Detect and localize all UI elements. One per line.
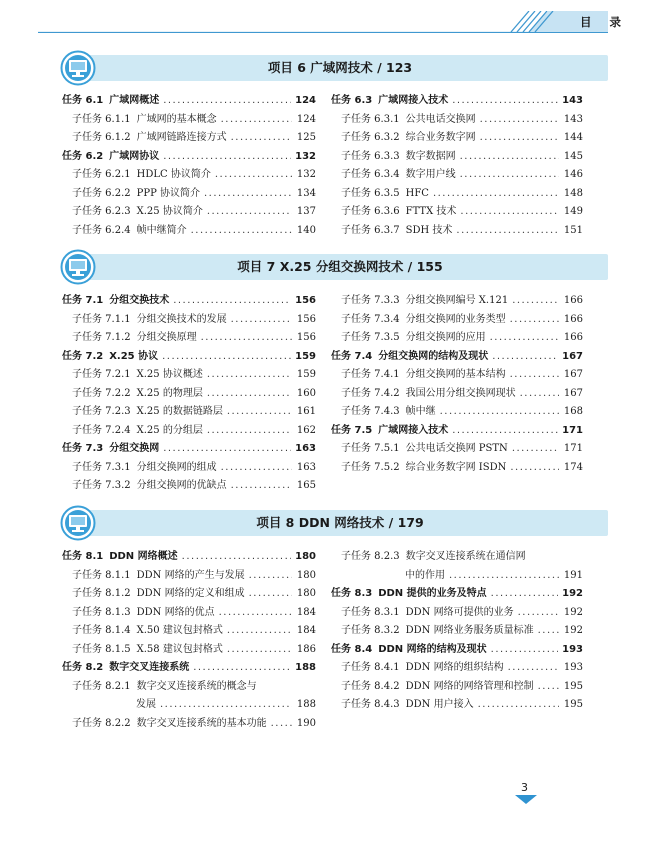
computer-icon — [60, 505, 96, 541]
entry-title: FTTX 技术 — [405, 206, 457, 217]
entry-title: 广域网的基本概念 — [136, 113, 217, 125]
entry-page-number: 166 — [563, 332, 583, 343]
toc-subtask-entry[interactable] — [331, 659, 583, 677]
entry-page-number: 163 — [296, 461, 316, 473]
entry-page-number: 171 — [563, 443, 583, 454]
entry-title: 帧中继简介 — [136, 224, 187, 236]
toc-task-entry[interactable] — [331, 641, 583, 659]
dot-leader — [538, 678, 559, 696]
toc-subtask-entry[interactable] — [331, 292, 583, 310]
entry-number: 子任务 6.2.1 — [72, 169, 131, 180]
entry-page-number: 174 — [563, 461, 583, 473]
entry-number: 子任务 8.3.1 — [341, 606, 400, 618]
entry-title: DDN 网络的组织结构 — [405, 662, 504, 673]
entry-title: 分组交换网的优缺点 — [136, 480, 227, 491]
toc-subtask-entry[interactable] — [62, 111, 316, 129]
project-title: 项目 8 DDN 网络技术 / 179 — [256, 515, 424, 530]
dot-leader — [460, 148, 559, 166]
entry-title: X.50 建议包封格式 — [136, 625, 223, 636]
toc-task-entry[interactable] — [62, 440, 316, 458]
entry-page-number: 162 — [296, 424, 316, 436]
entry-page-number: 190 — [296, 717, 316, 729]
toc-subtask-entry[interactable] — [331, 440, 583, 458]
entry-page-number: 148 — [563, 187, 583, 199]
dot-leader — [221, 111, 292, 129]
toc-subtask-entry[interactable] — [62, 567, 316, 585]
dot-leader — [193, 659, 291, 677]
entry-title: 综合业务数字网 — [405, 132, 476, 143]
entry-title: 数字交叉连接系统 — [109, 662, 190, 673]
entry-page-number: 193 — [562, 643, 583, 655]
entry-page-number: 159 — [296, 369, 316, 380]
toc-subtask-entry[interactable] — [62, 422, 316, 440]
entry-number: 子任务 7.4.3 — [341, 406, 400, 417]
dot-leader — [182, 548, 291, 566]
dot-leader — [508, 659, 559, 677]
dot-leader — [510, 311, 559, 329]
dot-leader — [460, 203, 559, 221]
toc-task-entry[interactable] — [331, 92, 583, 110]
dot-leader — [231, 311, 292, 329]
entry-number: 子任务 7.3.5 — [341, 332, 400, 343]
toc-subtask-entry[interactable] — [62, 585, 316, 603]
entry-number: 子任务 7.1.2 — [72, 332, 131, 343]
entry-title: 广域网链路连接方式 — [136, 132, 227, 143]
toc-subtask-entry[interactable] — [62, 329, 316, 347]
toc-subtask-entry[interactable] — [331, 696, 583, 714]
entry-number: 子任务 6.1.1 — [72, 113, 131, 125]
dot-leader — [201, 329, 292, 347]
entry-page-number: 188 — [295, 662, 316, 673]
dot-leader — [510, 366, 559, 384]
toc-subtask-entry[interactable] — [331, 548, 583, 566]
dot-leader — [231, 477, 292, 495]
project-7-banner — [60, 249, 608, 285]
entry-title: 广域网概述 — [109, 95, 160, 106]
toc-subtask-entry[interactable] — [331, 222, 583, 240]
toc-subtask-entry[interactable] — [331, 604, 583, 622]
dot-leader — [510, 459, 559, 477]
entry-page-number: 156 — [295, 295, 316, 306]
toc-subtask-entry[interactable] — [331, 403, 583, 421]
entry-number: 任务 7.1 — [62, 295, 104, 306]
entry-number: 子任务 7.1.1 — [72, 313, 131, 325]
dot-leader — [492, 348, 558, 366]
toc-subtask-entry[interactable] — [62, 641, 316, 659]
entry-title: 分组交换网的基本结构 — [405, 369, 506, 380]
entry-page-number: 180 — [296, 588, 316, 599]
entry-page-number: 160 — [296, 387, 316, 399]
entry-title: DDN 网络的网络管理和控制 — [405, 680, 534, 692]
entry-number: 子任务 7.4.2 — [341, 387, 400, 399]
computer-icon — [60, 50, 96, 86]
entry-number: 子任务 8.1.5 — [72, 643, 131, 655]
toc-subtask-entry[interactable] — [62, 403, 316, 421]
entry-title: DDN 网络业务服务质量标准 — [405, 625, 534, 636]
entry-number: 任务 6.2 — [62, 150, 104, 162]
entry-number: 子任务 8.1.4 — [72, 625, 131, 636]
toc-task-entry[interactable] — [62, 148, 316, 166]
dot-leader — [204, 185, 292, 203]
entry-number: 子任务 8.2.1 — [72, 680, 131, 692]
toc-task-entry[interactable] — [331, 422, 583, 440]
entry-title: 数字交叉连接系统的基本功能 — [136, 717, 267, 729]
toc-subtask-entry[interactable] — [331, 111, 583, 129]
entry-page-number: 151 — [563, 224, 583, 236]
entry-number: 任务 6.3 — [331, 95, 373, 106]
entry-page-number: 168 — [563, 406, 583, 417]
toc-task-entry[interactable] — [62, 292, 316, 310]
entry-page-number: 180 — [296, 569, 316, 581]
entry-title: X.58 建议包封格式 — [136, 643, 223, 655]
toc-task-entry[interactable] — [331, 348, 583, 366]
entry-page-number: 132 — [296, 169, 316, 180]
entry-title: 帧中继 — [405, 406, 436, 417]
entry-page-number: 159 — [295, 350, 316, 362]
dot-leader — [512, 292, 559, 310]
project-title: 项目 6 广域网技术 / 123 — [267, 60, 413, 75]
entry-number: 任务 8.1 — [62, 551, 104, 562]
page-number: 3 — [521, 781, 528, 794]
dot-leader — [249, 567, 292, 585]
entry-title: 广域网接入技术 — [378, 424, 449, 436]
entry-title: X.25 的物理层 — [136, 387, 203, 399]
header-title: 目 录 — [579, 15, 628, 29]
entry-number: 子任务 8.3.2 — [341, 625, 400, 636]
entry-page-number: 193 — [563, 662, 583, 673]
entry-page-number: 167 — [563, 369, 583, 380]
entry-page-number: 192 — [563, 606, 583, 618]
toc-subtask-entry[interactable] — [62, 622, 316, 640]
toc-subtask-entry[interactable] — [331, 203, 583, 221]
toc-subtask-entry[interactable] — [62, 715, 316, 733]
entry-title: 综合业务数字网 ISDN — [405, 461, 507, 473]
dot-leader — [227, 403, 292, 421]
toc-subtask-entry[interactable] — [62, 166, 316, 184]
entry-title: 数字交叉连接系统在通信网 — [405, 551, 526, 562]
entry-title: X.25 的数据链路层 — [136, 406, 223, 417]
toc-task-entry[interactable] — [62, 92, 316, 110]
dot-leader — [491, 585, 558, 603]
toc-subtask-entry[interactable] — [62, 129, 316, 147]
dot-leader — [160, 696, 292, 714]
project-6-banner — [60, 50, 608, 86]
entry-title: DDN 网络的结构及现状 — [378, 643, 487, 655]
dot-leader — [207, 366, 292, 384]
entry-number: 子任务 6.3.5 — [341, 187, 400, 199]
triangle-down-icon — [515, 795, 537, 805]
entry-page-number: 167 — [562, 350, 583, 362]
entry-number: 任务 8.2 — [62, 662, 104, 673]
entry-page-number: 167 — [563, 387, 583, 399]
entry-page-number: 180 — [295, 551, 316, 562]
entry-page-number: 146 — [563, 169, 583, 180]
toc-subtask-entry[interactable] — [62, 459, 316, 477]
entry-page-number: 145 — [563, 150, 583, 162]
entry-number: 任务 8.4 — [331, 643, 373, 655]
entry-number: 子任务 7.2.4 — [72, 424, 131, 436]
toc-subtask-entry[interactable] — [331, 185, 583, 203]
entry-title: 发展 — [136, 699, 156, 710]
entry-number: 子任务 6.3.3 — [341, 150, 400, 162]
toc-subtask-entry[interactable] — [331, 166, 583, 184]
entry-number: 子任务 7.5.2 — [341, 461, 400, 473]
dot-leader — [231, 129, 292, 147]
entry-title: DDN 网络的产生与发展 — [136, 569, 245, 581]
entry-page-number: 195 — [563, 680, 583, 692]
dot-leader — [518, 604, 559, 622]
toc-subtask-entry[interactable] — [331, 567, 583, 585]
dot-leader — [191, 222, 292, 240]
entry-page-number: 188 — [296, 699, 316, 710]
toc-task-entry[interactable] — [62, 548, 316, 566]
entry-number: 子任务 6.2.2 — [72, 187, 131, 199]
entry-number: 子任务 7.5.1 — [341, 443, 400, 454]
toc-subtask-entry[interactable] — [331, 678, 583, 696]
entry-title: 公共电话交换网 — [405, 113, 476, 125]
dot-leader — [207, 203, 292, 221]
entry-number: 子任务 8.2.3 — [341, 551, 400, 562]
entry-number: 任务 7.3 — [62, 443, 104, 454]
entry-page-number: 184 — [296, 625, 316, 636]
entry-page-number: 163 — [295, 443, 316, 454]
dot-leader — [219, 604, 292, 622]
entry-page-number: 186 — [296, 643, 316, 655]
entry-page-number: 124 — [295, 95, 316, 106]
dot-leader — [173, 292, 291, 310]
toc-task-entry[interactable] — [62, 659, 316, 677]
entry-page-number: 144 — [563, 132, 583, 143]
toc-subtask-entry[interactable] — [331, 622, 583, 640]
dot-leader — [227, 641, 292, 659]
dot-leader — [512, 440, 559, 458]
entry-number: 子任务 6.3.1 — [341, 113, 400, 125]
entry-number: 任务 6.1 — [62, 95, 104, 106]
header-stripes — [38, 11, 608, 33]
entry-title: 分组交换网编号 X.121 — [405, 295, 509, 306]
entry-title: DDN 用户接入 — [405, 699, 474, 710]
entry-title: DDN 提供的业务及特点 — [378, 588, 487, 599]
dot-leader — [480, 111, 559, 129]
entry-title: X.25 的分组层 — [136, 424, 203, 436]
toc-subtask-entry[interactable] — [62, 385, 316, 403]
project-title: 项目 7 X.25 分组交换网技术 / 155 — [237, 259, 443, 274]
computer-icon — [60, 249, 96, 285]
entry-number: 子任务 8.2.2 — [72, 717, 131, 729]
toc-subtask-entry[interactable] — [62, 604, 316, 622]
entry-title: PPP 协议简介 — [136, 187, 200, 199]
dot-leader — [452, 422, 558, 440]
dot-leader — [207, 385, 292, 403]
entry-page-number: 161 — [296, 406, 316, 417]
entry-title: DDN 网络可提供的业务 — [405, 606, 514, 618]
entry-title: 数字数据网 — [405, 150, 456, 162]
entry-page-number: 195 — [563, 699, 583, 710]
entry-number: 子任务 6.2.3 — [72, 206, 131, 217]
toc-task-entry[interactable] — [331, 585, 583, 603]
toc-subtask-entry[interactable] — [62, 678, 316, 696]
entry-title: DDN 网络概述 — [109, 551, 178, 562]
entry-title: 分组交换网的结构及现状 — [378, 350, 489, 362]
dot-leader — [227, 622, 292, 640]
entry-title: 广域网协议 — [109, 150, 160, 162]
entry-page-number: 137 — [296, 206, 316, 217]
toc-subtask-entry[interactable] — [331, 366, 583, 384]
toc-subtask-entry[interactable] — [331, 148, 583, 166]
toc-subtask-entry[interactable] — [331, 385, 583, 403]
entry-title: SDH 技术 — [405, 224, 453, 236]
entry-page-number: 166 — [563, 295, 583, 306]
entry-title: X.25 协议概述 — [136, 369, 203, 380]
entry-page-number: 192 — [562, 588, 583, 599]
entry-title: DDN 网络的定义和组成 — [136, 588, 245, 599]
entry-title: 分组交换技术 — [109, 295, 170, 306]
header-band — [38, 11, 608, 33]
entry-title: 分组交换原理 — [136, 332, 197, 343]
dot-leader — [163, 92, 291, 110]
toc-task-entry[interactable] — [62, 348, 316, 366]
entry-number: 子任务 7.3.4 — [341, 313, 400, 325]
entry-page-number: 143 — [563, 113, 583, 125]
entry-title: 分组交换网的组成 — [136, 461, 217, 473]
entry-number: 子任务 6.1.2 — [72, 132, 131, 143]
entry-title: 分组交换网 — [109, 443, 160, 454]
dot-leader — [452, 92, 558, 110]
entry-number: 子任务 8.1.2 — [72, 588, 131, 599]
entry-number: 子任务 7.2.2 — [72, 387, 131, 399]
entry-number: 任务 8.3 — [331, 588, 373, 599]
entry-number: 子任务 7.3.1 — [72, 461, 131, 473]
entry-page-number: 143 — [562, 95, 583, 106]
dot-leader — [221, 459, 292, 477]
dot-leader — [491, 641, 558, 659]
entry-page-number: 156 — [296, 332, 316, 343]
toc-subtask-entry[interactable] — [62, 366, 316, 384]
entry-page-number: 184 — [296, 606, 316, 618]
entry-page-number: 149 — [563, 206, 583, 217]
entry-number: 子任务 7.3.3 — [341, 295, 400, 306]
entry-title: 分组交换网的应用 — [405, 332, 486, 343]
toc-subtask-entry[interactable] — [62, 311, 316, 329]
entry-number: 子任务 7.2.1 — [72, 369, 131, 380]
dot-leader — [207, 422, 292, 440]
entry-title: X.25 协议 — [109, 350, 159, 362]
entry-number: 子任务 8.1.1 — [72, 569, 131, 581]
toc-subtask-entry[interactable] — [62, 696, 316, 714]
entry-number: 子任务 8.4.1 — [341, 662, 400, 673]
entry-page-number: 166 — [563, 313, 583, 325]
entry-page-number: 124 — [296, 113, 316, 125]
dot-leader — [456, 222, 559, 240]
dot-leader — [163, 148, 291, 166]
dot-leader — [538, 622, 559, 640]
entry-title: 我国公用分组交换网现状 — [405, 387, 516, 399]
entry-number: 子任务 8.4.3 — [341, 699, 400, 710]
entry-title: 分组交换网的业务类型 — [405, 313, 506, 325]
dot-leader — [480, 129, 559, 147]
entry-page-number: 165 — [296, 480, 316, 491]
dot-leader — [520, 385, 559, 403]
entry-number: 子任务 6.3.7 — [341, 224, 400, 236]
toc-subtask-entry[interactable] — [62, 185, 316, 203]
entry-title: 数字用户线 — [405, 169, 456, 180]
dot-leader — [271, 715, 292, 733]
entry-title: 数字交叉连接系统的概念与 — [136, 680, 257, 692]
entry-number: 子任务 6.3.4 — [341, 169, 400, 180]
entry-number: 任务 7.2 — [62, 350, 104, 362]
entry-number: 子任务 8.4.2 — [341, 680, 400, 692]
toc-subtask-entry[interactable] — [331, 329, 583, 347]
entry-title: DDN 网络的优点 — [136, 606, 215, 618]
entry-page-number: 171 — [562, 424, 583, 436]
entry-title: 公共电话交换网 PSTN — [405, 443, 508, 454]
entry-title: HFC — [405, 187, 429, 199]
toc-subtask-entry[interactable] — [62, 477, 316, 495]
dot-leader — [162, 348, 291, 366]
entry-number: 子任务 7.3.2 — [72, 480, 131, 491]
entry-number: 子任务 6.3.6 — [341, 206, 400, 217]
entry-number: 子任务 7.2.3 — [72, 406, 131, 417]
entry-title: HDLC 协议简介 — [136, 169, 211, 180]
entry-page-number: 191 — [563, 569, 583, 581]
entry-number: 任务 7.4 — [331, 350, 373, 362]
entry-title: 广域网接入技术 — [378, 95, 449, 106]
dot-leader — [215, 166, 292, 184]
toc-subtask-entry[interactable] — [331, 311, 583, 329]
entry-number: 子任务 6.2.4 — [72, 224, 131, 236]
project-8-banner — [60, 505, 608, 541]
entry-number: 子任务 6.3.2 — [341, 132, 400, 143]
entry-page-number: 156 — [296, 313, 316, 325]
entry-page-number: 125 — [296, 132, 316, 143]
dot-leader — [490, 329, 559, 347]
entry-page-number: 132 — [295, 150, 316, 162]
entry-title: X.25 协议简介 — [136, 206, 203, 217]
toc-subtask-entry[interactable] — [62, 203, 316, 221]
dot-leader — [433, 185, 559, 203]
dot-leader — [449, 567, 559, 585]
dot-leader — [478, 696, 559, 714]
entry-page-number: 192 — [563, 625, 583, 636]
dot-leader — [460, 166, 559, 184]
entry-number: 子任务 8.1.3 — [72, 606, 131, 618]
entry-page-number: 134 — [296, 187, 316, 199]
entry-title: 分组交换技术的发展 — [136, 313, 227, 325]
entry-page-number: 140 — [296, 224, 316, 236]
toc-subtask-entry[interactable] — [62, 222, 316, 240]
dot-leader — [249, 585, 292, 603]
entry-number: 任务 7.5 — [331, 424, 373, 436]
dot-leader — [163, 440, 291, 458]
dot-leader — [440, 403, 559, 421]
entry-title: 中的作用 — [405, 569, 445, 581]
entry-number: 子任务 7.4.1 — [341, 369, 400, 380]
toc-subtask-entry[interactable] — [331, 129, 583, 147]
toc-subtask-entry[interactable] — [331, 459, 583, 477]
